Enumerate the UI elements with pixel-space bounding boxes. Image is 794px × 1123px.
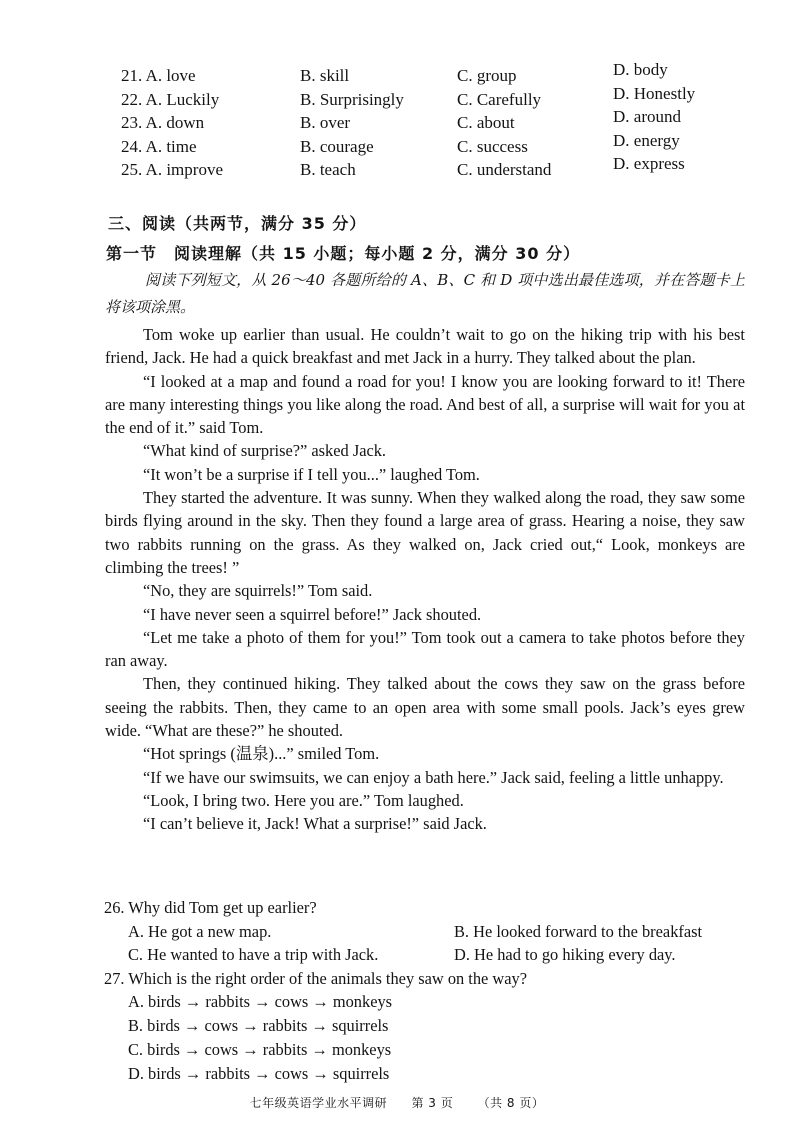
question-26-option-a: A. He got a new map.: [128, 921, 272, 941]
question-26-option-d: D. He had to go hiking every day.: [454, 945, 676, 965]
question-26-stem: 26. Why did Tom get up earlier?: [104, 898, 317, 917]
option-22-b: B. Surprisingly: [300, 89, 404, 109]
passage-paragraph: “No, they are squirrels!” Tom said.: [143, 581, 373, 601]
option-row-25: [121, 154, 721, 182]
passage-paragraph: They started the adventure. It was sunny. When they walked along the road, they saw some birds flying around in the sky. Then they found a large area of grass. Hearing a noise, they saw two rabbits running on the grass. As they walked on, Jack cried out,“ Look, monkeys are climbing the trees! ”: [105, 488, 745, 577]
option-24-d: D. energy: [613, 130, 680, 150]
passage-paragraph: “Let me take a photo of them for you!” Tom took out a camera to take photos before they ran away.: [105, 627, 745, 671]
option-23-d: D. around: [613, 107, 681, 127]
question-27-option-a: A. birds → rabbits → cows → monkeys: [128, 992, 393, 1012]
question-27-option-c: C. birds → cows → rabbits → monkeys: [128, 1039, 392, 1059]
option-21-c: C. group: [457, 66, 517, 85]
option-25-d: D. express: [613, 154, 685, 174]
passage-paragraph: “I have never seen a squirrel before!” Jack shouted.: [143, 604, 482, 624]
option-24-c: C. success: [457, 136, 528, 156]
option-25-c: C. understand: [457, 160, 552, 180]
page-footer: [0, 1094, 794, 1111]
option-21-b: B. skill: [300, 66, 350, 85]
option-24-b: B. courage: [300, 136, 374, 156]
option-23-a: 23. A. down: [121, 113, 205, 133]
option-23-b: B. over: [300, 113, 351, 133]
subsection-title: 第一节 阅读理解（共 15 小题；每小题 2 分，满分 30 分）: [106, 244, 581, 263]
option-21-a: 21. A. love: [121, 66, 196, 85]
option-25-a: 25. A. improve: [121, 160, 223, 180]
passage-paragraph: “I looked at a map and found a road for you! I know you are looking forward to it! There are many interesting things you like along the road. And best of all, a surprise will wait for you at the end of it.” said Tom.: [105, 371, 745, 438]
questions: [104, 896, 744, 1086]
passage-paragraph: “Hot springs (温泉)...” smiled Tom.: [143, 744, 380, 764]
instructions: 阅读下列短文，从 26～40 各题所给的 A、B、C 和 D 项中选出最佳选项，并在答题卡上将该项涂黑。: [105, 271, 745, 316]
passage-paragraph: “It won’t be a surprise if I tell you...” laughed Tom.: [143, 464, 480, 484]
option-23-c: C. about: [457, 113, 515, 133]
footer-page-total: （共 8 页）: [477, 1096, 545, 1110]
passage-paragraph: “What kind of surprise?” asked Jack.: [143, 441, 387, 461]
question-26-option-c: C. He wanted to have a trip with Jack.: [128, 945, 379, 965]
passage-paragraph: Then, they continued hiking. They talked about the cows they saw on the grass before seeing the rabbits. Then, they came to an open area with some small pools. Jack’s eyes grew wide. “What are these?” he shouted.: [105, 674, 745, 741]
passage-paragraph: “Look, I bring two. Here you are.” Tom laughed.: [143, 790, 464, 810]
cloze-options: [121, 60, 721, 182]
footer-exam-name: 七年级英语学业水平调研: [249, 1096, 388, 1110]
passage-paragraph: “If we have our swimsuits, we can enjoy a bath here.” Jack said, feeling a little unhappy.: [143, 767, 724, 787]
option-24-a: 24. A. time: [121, 136, 197, 156]
option-25-b: B. teach: [300, 160, 356, 180]
passage-paragraph: “I can’t believe it, Jack! What a surprise!” said Jack.: [143, 814, 487, 834]
question-26-option-b: B. He looked forward to the breakfast: [454, 921, 703, 941]
question-27-option-b: B. birds → cows → rabbits → squirrels: [128, 1016, 389, 1036]
option-22-d: D. Honestly: [613, 83, 696, 103]
question-26-options-ab: [104, 920, 744, 944]
footer-page-number: 第 3 页: [411, 1096, 454, 1110]
question-27-stem: 27. Which is the right order of the animals they saw on the way?: [104, 968, 528, 988]
option-22-a: 22. A. Luckily: [121, 89, 220, 109]
question-26-options-cd: [104, 943, 744, 967]
passage-paragraph: Tom woke up earlier than usual. He couldn’t wait to go on the hiking trip with his best friend, Jack. He had a quick breakfast and met Jack in a hurry. They talked about the plan.: [105, 325, 745, 368]
question-27-option-d: D. birds → rabbits → cows → squirrels: [128, 1063, 390, 1083]
option-21-d: D. body: [613, 60, 668, 79]
section-title: 三、阅读（共两节，满分 35 分）: [108, 214, 367, 233]
reading-passage: [105, 323, 745, 836]
option-22-c: C. Carefully: [457, 89, 542, 109]
